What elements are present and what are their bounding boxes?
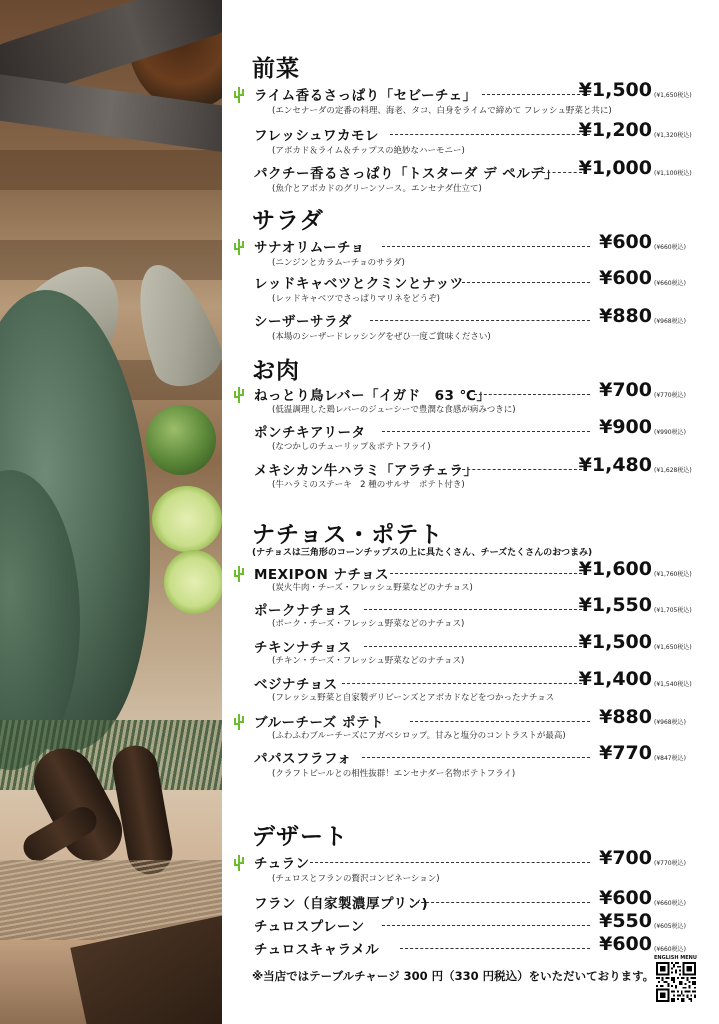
item-description: (ふわふわブルーチーズにアガベシロップ。甘みと塩分のコントラストが最高) xyxy=(272,731,566,741)
item-price: ¥1,200 xyxy=(578,119,652,141)
item-price-tax: (¥1,320税込) xyxy=(654,132,692,139)
lime-slice-image xyxy=(152,486,222,552)
item-name: チュロスキャラメル xyxy=(254,942,380,958)
item-description: (チキン・チーズ・フレッシュ野菜などのナチョス) xyxy=(272,656,465,666)
item-price: ¥1,500 xyxy=(578,631,652,653)
leader-line xyxy=(342,683,582,684)
item-name: シーザーサラダ xyxy=(254,314,352,330)
item-name: フレッシュワカモレ xyxy=(254,128,380,144)
leader-line xyxy=(370,320,590,321)
item-name: パパスフラフォ xyxy=(254,751,352,767)
lime-image xyxy=(146,405,216,475)
leader-line xyxy=(364,646,582,647)
leader-line xyxy=(416,902,590,903)
item-price: ¥600 xyxy=(599,267,652,289)
item-description: (牛ハラミのステーキ 2 種のサルサ ポテト付き) xyxy=(272,480,465,490)
item-price: ¥700 xyxy=(599,379,652,401)
item-price-tax: (¥770税込) xyxy=(654,392,686,399)
leader-line xyxy=(382,925,590,926)
item-description: (クラフトビールとの相性抜群！エンセナダー名物ポテトフライ) xyxy=(272,769,516,779)
item-name: ポークナチョス xyxy=(254,603,352,619)
item-price-tax: (¥660税込) xyxy=(654,280,686,287)
item-price: ¥700 xyxy=(599,847,652,869)
menu-item xyxy=(230,594,692,619)
leader-line xyxy=(482,94,590,95)
leader-line xyxy=(362,757,590,758)
item-description: (魚介とアボカドのグリーンソース。エンセナダ仕立て) xyxy=(272,184,482,194)
section-note: (ナチョスは三角形のコーンチップスの上に具たくさん、チーズたくさんのおつまみ) xyxy=(252,548,593,558)
menu-item xyxy=(230,267,690,292)
leader-line xyxy=(400,948,590,949)
item-description: (ニンジンとカラムーチョのサラダ) xyxy=(272,258,405,268)
qr-code-icon[interactable] xyxy=(656,962,696,1002)
item-price-tax: (¥968税込) xyxy=(654,719,686,726)
menu-item xyxy=(230,231,690,256)
menu-item xyxy=(230,933,690,958)
menu-item xyxy=(230,706,690,731)
item-name: フラン（自家製濃厚プリン) xyxy=(254,896,429,912)
item-price-tax: (¥1,650税込) xyxy=(654,92,692,99)
item-price: ¥1,000 xyxy=(578,157,652,179)
item-name: ねっとり鳥レバー「イガド 63 ℃」 xyxy=(254,388,491,404)
item-price: ¥900 xyxy=(599,416,652,438)
menu-item xyxy=(230,742,690,767)
item-description: (フレッシュ野菜と自家製デリビーンズとアボカドなどをつかったナチョス xyxy=(272,693,555,703)
cactus-icon xyxy=(232,238,246,256)
leader-line xyxy=(390,134,590,135)
item-price: ¥770 xyxy=(599,742,652,764)
menu-item xyxy=(230,668,692,693)
item-name: パクチー香るさっぱり「トスターダ デ ペルデ」 xyxy=(254,166,559,182)
item-price-tax: (¥660税込) xyxy=(654,900,686,907)
item-name: レッドキャベツとクミンとナッツ xyxy=(254,276,464,292)
item-name: メキシカン牛ハラミ「アラチェラ」 xyxy=(254,463,478,479)
item-description: (本場のシーザードレッシングをぜひ一度ご賞味ください) xyxy=(272,332,491,342)
item-price-tax: (¥660税込) xyxy=(654,946,686,953)
cactus-icon xyxy=(232,565,246,583)
item-price: ¥1,400 xyxy=(578,668,652,690)
cactus-icon xyxy=(232,86,246,104)
item-price: ¥1,550 xyxy=(578,594,652,616)
item-description: (レッドキャベツでさっぱりマリネをどうぞ) xyxy=(272,294,440,304)
item-name: チュロスプレーン xyxy=(254,919,365,935)
item-price: ¥1,480 xyxy=(578,454,652,476)
item-price: ¥880 xyxy=(599,706,652,728)
item-price-tax: (¥1,705税込) xyxy=(654,607,692,614)
item-price-tax: (¥605税込) xyxy=(654,923,686,930)
item-description: (炭火牛肉・チーズ・フレッシュ野菜などのナチョス) xyxy=(272,583,473,593)
item-price-tax: (¥1,628税込) xyxy=(654,467,692,474)
menu-item xyxy=(230,847,690,872)
item-price-tax: (¥660税込) xyxy=(654,244,686,251)
item-description: (ポーク・チーズ・フレッシュ野菜などのナチョス) xyxy=(272,619,465,629)
item-price: ¥600 xyxy=(599,887,652,909)
menu-item xyxy=(230,887,690,912)
cactus-icon xyxy=(232,386,246,404)
cactus-icon xyxy=(232,713,246,731)
menu-item xyxy=(230,631,692,656)
item-name: チュラン xyxy=(254,856,310,872)
section-title-dessert: デザート xyxy=(252,824,348,850)
item-description: (アボカド＆ライム＆チップスの絶妙なハーモニー) xyxy=(272,146,465,156)
leader-line xyxy=(310,862,590,863)
item-description: (エンセナーダの定番の料理、海老、タコ、白身をライムで締めて フレッシュ野菜と共に) xyxy=(272,106,612,116)
menu-item xyxy=(230,454,692,479)
item-price: ¥880 xyxy=(599,305,652,327)
section-title-salad: サラダ xyxy=(252,208,324,234)
cactus-icon xyxy=(232,854,246,872)
menu-item xyxy=(230,79,692,104)
leader-line xyxy=(410,721,590,722)
item-name: サナオリムーチョ xyxy=(254,240,365,256)
menu-item xyxy=(230,416,690,441)
menu-item xyxy=(230,119,692,144)
item-price-tax: (¥1,650税込) xyxy=(654,644,692,651)
item-price-tax: (¥1,540税込) xyxy=(654,681,692,688)
menu-item xyxy=(230,305,690,330)
item-name: ブルーチーズ ポテト xyxy=(254,715,384,731)
english-menu-label: ENGLISH MENU xyxy=(654,955,697,961)
leader-line xyxy=(364,609,582,610)
section-title-meat: お肉 xyxy=(252,358,300,384)
section-title-appetizers: 前菜 xyxy=(252,56,300,82)
leader-line xyxy=(474,394,590,395)
item-price-tax: (¥847税込) xyxy=(654,755,686,762)
item-price: ¥550 xyxy=(599,910,652,932)
item-price-tax: (¥770税込) xyxy=(654,860,686,867)
menu-item xyxy=(230,379,690,404)
item-name: チキンナチョス xyxy=(254,640,352,656)
item-name: ベジナチョス xyxy=(254,677,338,693)
item-price-tax: (¥990税込) xyxy=(654,429,686,436)
item-price: ¥1,500 xyxy=(578,79,652,101)
menu-item xyxy=(230,910,690,935)
item-description: (なつかしのチューリップ＆ポテトフライ) xyxy=(272,442,431,452)
item-price: ¥1,600 xyxy=(578,558,652,580)
item-description: (チュロスとフランの贅沢コンビネーション) xyxy=(272,874,440,884)
item-name: MEXIPON ナチョス xyxy=(254,567,390,583)
menu-item xyxy=(230,558,692,583)
item-description: (低温調理した鶏レバーのジューシーで豊潤な食感が病みつきに) xyxy=(272,405,516,415)
menu-item xyxy=(230,157,692,182)
leader-line xyxy=(390,573,582,574)
item-name: ポンチキアリータ xyxy=(254,425,366,441)
leader-line xyxy=(462,282,590,283)
item-price: ¥600 xyxy=(599,231,652,253)
leader-line xyxy=(382,431,590,432)
item-name: ライム香るさっぱり「セビーチェ」 xyxy=(254,88,477,104)
menu xyxy=(230,0,719,1024)
item-price-tax: (¥1,100税込) xyxy=(654,170,692,177)
lime-slice-image xyxy=(164,550,222,614)
leader-line xyxy=(382,246,590,247)
food-photo xyxy=(0,0,222,1024)
item-price: ¥600 xyxy=(599,933,652,955)
section-title-nachos-potato: ナチョス・ポテト xyxy=(252,522,444,548)
item-price-tax: (¥1,760税込) xyxy=(654,571,692,578)
table-charge-note: ※当店ではテーブルチャージ 300 円（330 円税込）をいただいております。 xyxy=(252,969,655,983)
leader-line xyxy=(542,172,582,173)
item-price-tax: (¥968税込) xyxy=(654,318,686,325)
leader-line xyxy=(452,469,582,470)
